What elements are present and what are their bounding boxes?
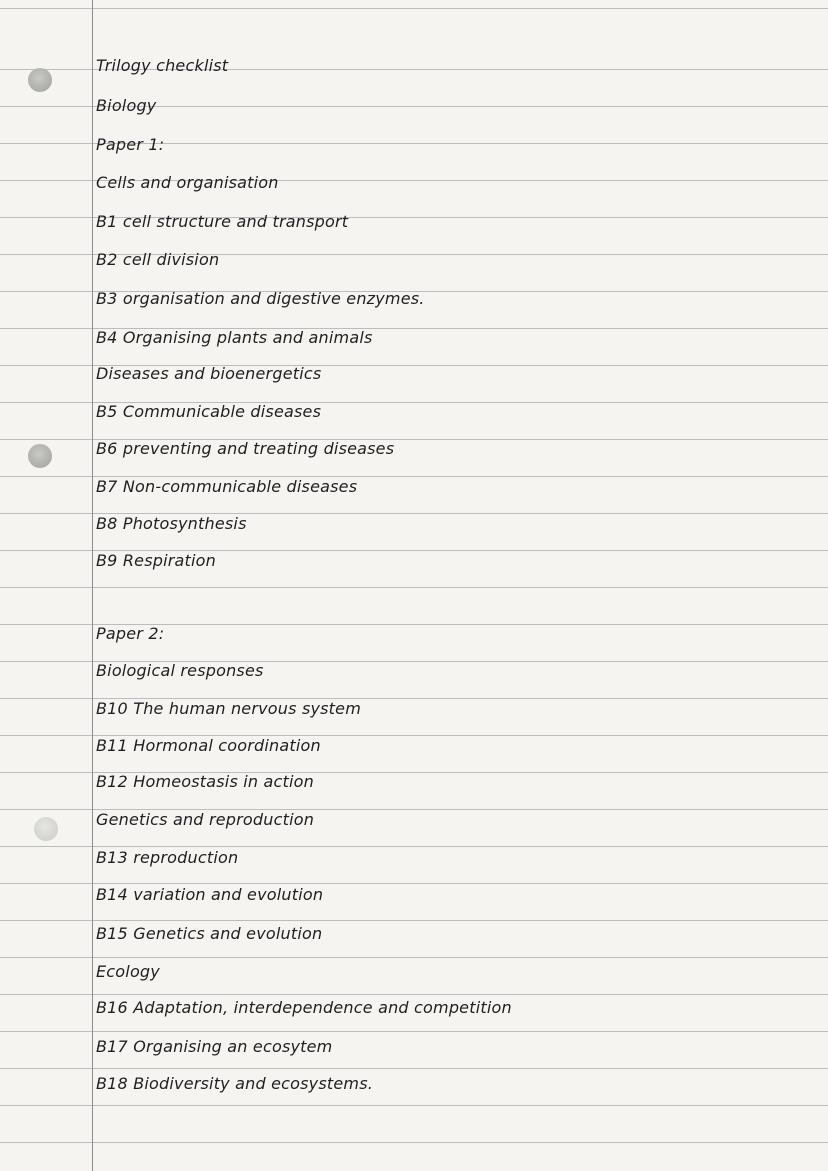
- topic-item: B2 cell division: [96, 250, 220, 269]
- checklist-title: Trilogy checklist: [96, 56, 229, 75]
- topic-item: B7 Non-communicable diseases: [96, 477, 358, 496]
- topic-item: B13 reproduction: [96, 848, 239, 867]
- section-heading: Ecology: [96, 962, 160, 981]
- topic-item: B16 Adaptation, interdependence and competition: [96, 998, 512, 1017]
- topic-item: B12 Homeostasis in action: [96, 772, 314, 791]
- paper-heading: Paper 2:: [96, 624, 165, 643]
- topic-item: B18 Biodiversity and ecosystems.: [96, 1074, 374, 1093]
- section-heading: Cells and organisation: [96, 173, 279, 192]
- punch-hole-top: [28, 68, 52, 92]
- margin-line: [92, 0, 93, 1171]
- section-heading: Genetics and reproduction: [96, 810, 315, 829]
- topic-item: B6 preventing and treating diseases: [96, 439, 395, 458]
- paper-heading: Paper 1:: [96, 135, 165, 154]
- subject-heading: Biology: [96, 96, 157, 115]
- topic-item: B9 Respiration: [96, 551, 216, 570]
- topic-item: B5 Communicable diseases: [96, 402, 322, 421]
- punch-hole-bottom: [34, 817, 58, 841]
- topic-item: B17 Organising an ecosytem: [96, 1037, 333, 1056]
- topic-item: B3 organisation and digestive enzymes.: [96, 289, 425, 308]
- topic-item: B1 cell structure and transport: [96, 212, 349, 231]
- section-heading: Diseases and bioenergetics: [96, 364, 322, 383]
- topic-item: B4 Organising plants and animals: [96, 328, 373, 347]
- topic-item: B8 Photosynthesis: [96, 514, 247, 533]
- topic-item: B11 Hormonal coordination: [96, 736, 321, 755]
- punch-hole-middle: [28, 444, 52, 468]
- topic-item: B15 Genetics and evolution: [96, 924, 323, 943]
- section-heading: Biological responses: [96, 661, 264, 680]
- topic-item: B10 The human nervous system: [96, 699, 361, 718]
- topic-item: B14 variation and evolution: [96, 885, 324, 904]
